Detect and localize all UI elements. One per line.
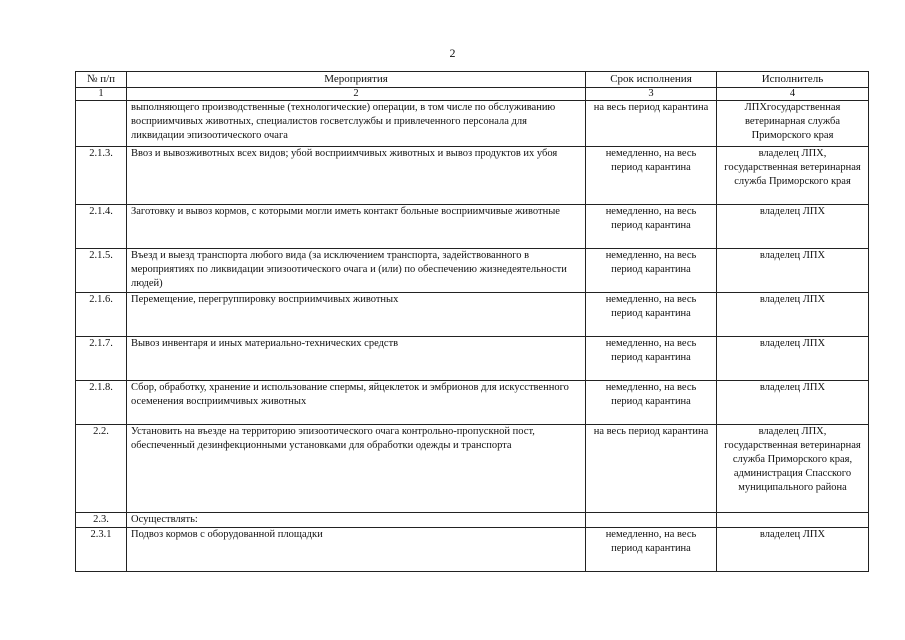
table-row — [76, 205, 869, 249]
table-row — [76, 249, 869, 293]
row-num: 2.3.1 — [76, 528, 127, 572]
row-executor: ЛПХгосударственная ветеринарная служба Приморского края — [717, 101, 869, 147]
row-activity: Подвоз кормов с оборудованной площадки — [127, 528, 586, 572]
row-term: немедленно, на весь период карантина — [586, 205, 717, 249]
row-num: 2.1.7. — [76, 337, 127, 381]
row-activity: Въезд и выезд транспорта любого вида (за исключением транспорта, задействованного в мероприятиях по ликвидации эпизоотического очага и (или) по обеспечению жизнедеятельности людей) — [127, 249, 586, 293]
table-row — [76, 293, 869, 337]
row-term: немедленно, на весь период карантина — [586, 147, 717, 205]
row-num: 2.1.8. — [76, 381, 127, 425]
row-activity: выполняющего производственные (технологические) операции, в том числе по обслуживанию восприимчивых животных, специалистов госветслужбы и привлеченного персонала для ликвидации эпизоотического очага — [127, 101, 586, 147]
table-row — [76, 337, 869, 381]
column-index-row — [76, 88, 869, 101]
row-term: на весь период карантина — [586, 425, 717, 513]
row-activity: Осуществлять: — [127, 513, 586, 528]
row-executor: владелец ЛПХ — [717, 337, 869, 381]
row-term: немедленно, на весь период карантина — [586, 293, 717, 337]
index-cell: 3 — [586, 88, 717, 101]
row-num — [76, 101, 127, 147]
table-row — [76, 425, 869, 513]
index-cell: 1 — [76, 88, 127, 101]
table-row — [76, 513, 869, 528]
header-executor: Исполнитель — [717, 72, 869, 88]
row-executor: владелец ЛПХ — [717, 528, 869, 572]
row-activity: Вывоз инвентаря и иных материально-технических средств — [127, 337, 586, 381]
row-executor: владелец ЛПХ — [717, 249, 869, 293]
table-row — [76, 528, 869, 572]
row-activity: Заготовку и вывоз кормов, с которыми могли иметь контакт больные восприимчивые животные — [127, 205, 586, 249]
row-term: немедленно, на весь период карантина — [586, 249, 717, 293]
index-cell: 4 — [717, 88, 869, 101]
row-num: 2.1.3. — [76, 147, 127, 205]
row-executor: владелец ЛПХ — [717, 381, 869, 425]
page-number: 2 — [449, 46, 456, 60]
row-activity: Сбор, обработку, хранение и использование спермы, яйцеклеток и эмбрионов для искусственного осеменения восприимчивых животных — [127, 381, 586, 425]
row-executor: владелец ЛПХ, государственная ветеринарная служба Приморского края — [717, 147, 869, 205]
row-executor: владелец ЛПХ, государственная ветеринарная служба Приморского края, администрация Спасского муниципального района — [717, 425, 869, 513]
row-num: 2.1.5. — [76, 249, 127, 293]
table-row — [76, 101, 869, 147]
table-row — [76, 381, 869, 425]
header-num: № п/п — [76, 72, 127, 88]
header-term: Срок исполнения — [586, 72, 717, 88]
row-activity: Ввоз и вывозживотных всех видов; убой восприимчивых животных и вывоз продуктов их убоя — [127, 147, 586, 205]
row-num: 2.1.6. — [76, 293, 127, 337]
quarantine-measures-table — [75, 71, 869, 572]
row-term: немедленно, на весь период карантина — [586, 381, 717, 425]
row-activity: Установить на въезде на территорию эпизоотического очага контрольно-пропускной пост, обеспеченный дезинфекционными установками для обработки одежды и транспорта — [127, 425, 586, 513]
row-executor — [717, 513, 869, 528]
row-executor: владелец ЛПХ — [717, 293, 869, 337]
table-header-row — [76, 72, 869, 88]
table-row — [76, 147, 869, 205]
row-activity: Перемещение, перегруппировку восприимчивых животных — [127, 293, 586, 337]
row-num: 2.3. — [76, 513, 127, 528]
row-executor: владелец ЛПХ — [717, 205, 869, 249]
row-term: немедленно, на весь период карантина — [586, 337, 717, 381]
header-activities: Мероприятия — [127, 72, 586, 88]
row-term — [586, 513, 717, 528]
row-num: 2.2. — [76, 425, 127, 513]
row-term: немедленно, на весь период карантина — [586, 528, 717, 572]
row-term: на весь период карантина — [586, 101, 717, 147]
row-num: 2.1.4. — [76, 205, 127, 249]
index-cell: 2 — [127, 88, 586, 101]
